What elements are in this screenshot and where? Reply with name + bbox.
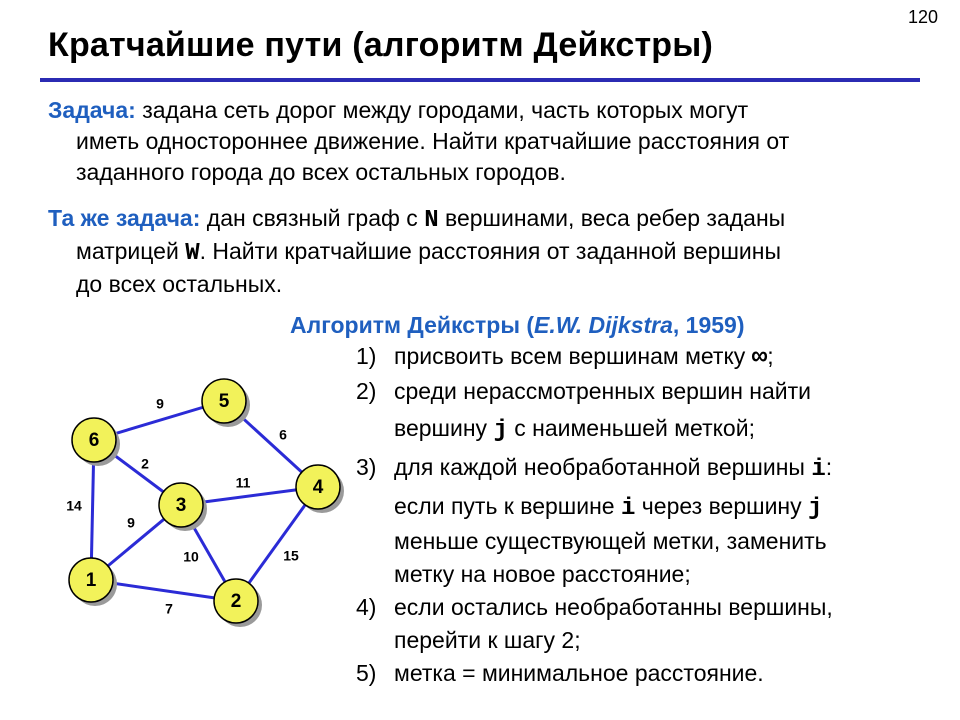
task-line-1: задана сеть дорог между городами, часть которых могут <box>142 97 749 123</box>
edge-weight-label: 14 <box>66 497 82 514</box>
var-j: j <box>493 417 508 444</box>
step-number: 4) <box>356 594 377 620</box>
step-2-line-1: среди нерассмотренных вершин найти <box>394 378 812 404</box>
step-number: 1) <box>356 343 377 369</box>
step-2-text: вершину <box>394 415 494 441</box>
node-label: 6 <box>88 430 100 452</box>
edge-weight-label: 10 <box>183 548 199 565</box>
edge-weight-label: 2 <box>141 455 149 472</box>
step-4-line-1: если остались необработанны вершины, <box>394 594 833 620</box>
edge-weight-label: 6 <box>279 426 287 443</box>
step-2 <box>356 375 916 447</box>
graph-node-2 <box>214 579 262 627</box>
graph-node-6 <box>72 418 120 466</box>
step-3-colon: : <box>825 454 833 480</box>
algorithm-title-end: , 1959) <box>672 312 745 338</box>
edge-weight-label: 7 <box>165 600 173 617</box>
step-3-line-3: меньше существующей метки, заменить <box>394 528 827 554</box>
graph-diagram <box>0 360 360 660</box>
step-number: 3) <box>356 454 377 480</box>
step-number: 5) <box>356 660 377 686</box>
slide-title: Кратчайшие пути (алгоритм Дейкстры) <box>48 26 714 64</box>
algorithm-title-start: Алгоритм Дейкстры ( <box>290 312 535 338</box>
step-5-text: метка = минимальное расстояние. <box>394 660 764 686</box>
algorithm-title <box>290 312 745 339</box>
step-number: 2) <box>356 378 377 404</box>
task-label: Задача: <box>48 97 136 123</box>
same-task-text-5: до всех остальных. <box>76 271 283 297</box>
same-task-text-1: дан связный граф с <box>206 205 418 231</box>
step-1-text: присвоить всем вершинам метку <box>394 343 752 369</box>
node-label: 1 <box>85 570 97 592</box>
step-1 <box>356 340 916 374</box>
step-3-text: для каждой необработанной вершины <box>394 454 812 480</box>
graph-node-3 <box>159 483 207 531</box>
infinity-symbol: ∞ <box>751 342 768 372</box>
edge-weight-label: 15 <box>283 547 299 564</box>
var-i: i <box>621 495 636 522</box>
step-3 <box>356 451 916 591</box>
step-3-cond: если путь к вершине <box>394 493 621 519</box>
page-number: 120 <box>907 7 938 27</box>
same-task-text-4: . Найти кратчайшие расстояния от заданной вершины <box>199 238 781 264</box>
var-n: N <box>424 207 439 234</box>
step-4 <box>356 591 916 657</box>
algorithm-author: E.W. Dijkstra <box>534 312 673 338</box>
graph-node-5 <box>202 379 250 427</box>
same-task-label: Та же задача: <box>48 205 201 231</box>
same-task-paragraph <box>48 203 908 300</box>
node-label: 5 <box>218 391 230 413</box>
edge-weight-label: 9 <box>156 395 164 412</box>
var-w: W <box>185 240 200 267</box>
edge-weight-label: 9 <box>127 514 135 531</box>
same-task-text-2: вершинами, веса ребер заданы <box>445 205 786 231</box>
var-j: j <box>808 495 823 522</box>
step-3-via: через вершину <box>635 493 809 519</box>
node-label: 3 <box>175 495 187 517</box>
node-label: 4 <box>312 477 324 499</box>
title-divider <box>40 78 920 82</box>
edge-weight-label: 11 <box>235 474 251 491</box>
same-task-text-3: матрицей <box>76 238 179 264</box>
step-2-end: с наименьшей меткой; <box>507 415 755 441</box>
task-line-2: иметь одностороннее движение. Найти кратчайшие расстояния от <box>76 128 790 154</box>
algorithm-steps <box>356 340 916 690</box>
step-5 <box>356 657 916 690</box>
node-label: 2 <box>230 591 242 613</box>
var-i: i <box>811 456 826 483</box>
task-paragraph <box>48 95 908 188</box>
task-line-3: заданного города до всех остальных городов. <box>76 159 566 185</box>
step-4-line-2: перейти к шагу 2; <box>394 627 581 653</box>
step-1-end: ; <box>767 343 774 369</box>
step-3-line-4: метку на новое расстояние; <box>394 561 691 587</box>
